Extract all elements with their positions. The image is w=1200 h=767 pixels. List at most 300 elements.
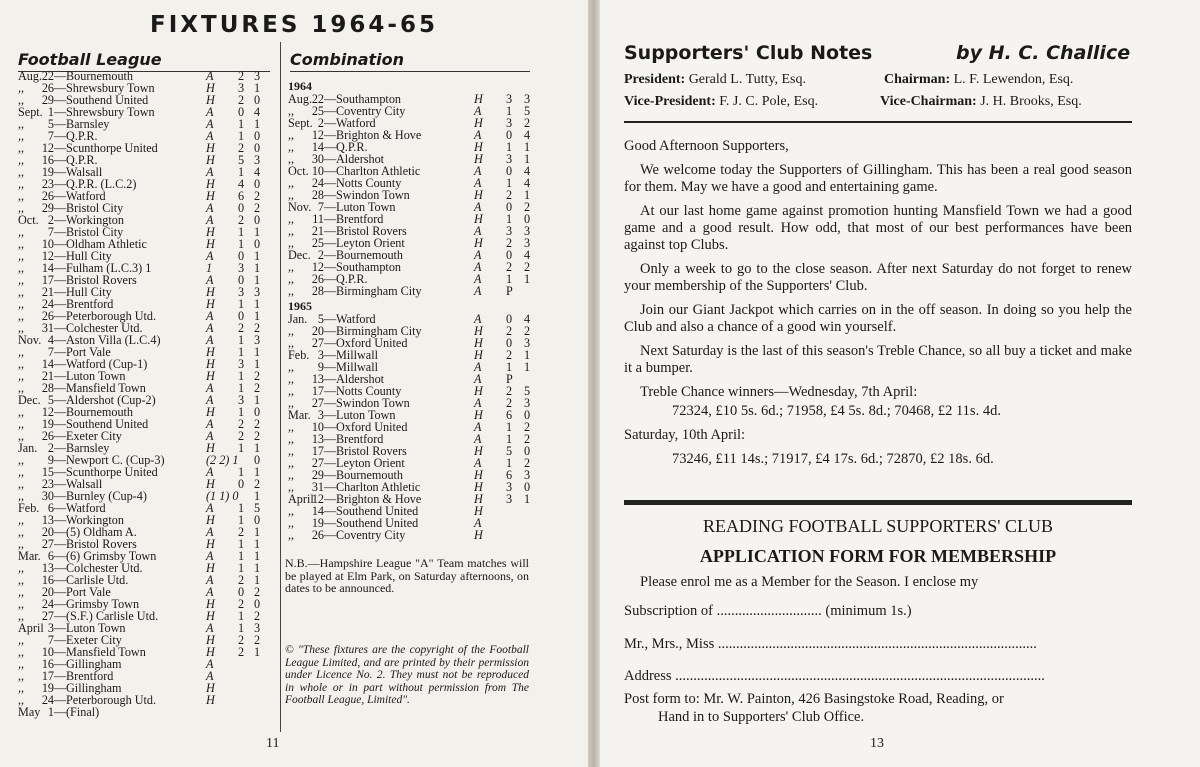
fixture-venue: H — [474, 480, 483, 494]
fixture-opponent: Oxford United — [336, 420, 408, 434]
dash-separator: — — [324, 384, 337, 398]
fixture-score-away: 2 — [254, 381, 261, 395]
fixture-month: ,, — [18, 633, 25, 647]
fixture-day: 7 — [317, 200, 324, 214]
fixture-month: ,, — [288, 528, 295, 542]
fixture-venue: H — [206, 345, 215, 359]
fixture-score-away: 2 — [254, 585, 261, 599]
dash-separator: — — [54, 357, 67, 371]
fixture-day: 4 — [47, 333, 54, 347]
paragraph: Join our Giant Jackpot which carries on in the off season. In doing so you help the Club and also a chance of a good win yourself. — [624, 302, 1132, 335]
fixture-opponent: Fulham (L.C.3) 1 — [66, 261, 152, 275]
fixture-month: ,, — [18, 417, 25, 431]
fixture-day: 26 — [41, 429, 54, 443]
byline: by H. C. Challice — [956, 42, 1131, 64]
fixture-venue: H — [474, 152, 483, 166]
fixture-day: 1 — [47, 705, 54, 719]
fixture-venue: A — [474, 312, 482, 326]
fixture-opponent: Bournemouth — [336, 468, 404, 482]
combination-1965-list — [288, 313, 533, 541]
fixture-opponent: Brentford — [66, 669, 114, 683]
column-divider — [280, 42, 281, 732]
paragraph: Only a week to go to the close season. After next Saturday do not forget to renew your membership of the Supporters' Club. — [624, 261, 1132, 294]
fixture-month: ,, — [18, 681, 25, 695]
fixture-month: ,, — [288, 224, 295, 238]
dash-separator: — — [54, 369, 67, 383]
fixture-venue: H — [474, 408, 483, 422]
fixture-score-away: 1 — [254, 297, 261, 311]
fixture-row — [288, 529, 533, 541]
fixture-score-home: 1 — [238, 561, 245, 575]
dash-separator: — — [324, 224, 337, 238]
dash-separator: — — [324, 92, 337, 106]
fixture-day: 25 — [311, 236, 324, 250]
fixture-venue: A — [206, 201, 214, 215]
fixture-venue: H — [474, 444, 483, 458]
fixture-venue: H — [206, 141, 215, 155]
fixture-day: 6 — [47, 549, 54, 563]
fixture-score-away: 1 — [524, 492, 531, 506]
fixture-venue: A — [474, 284, 482, 298]
dash-separator: — — [324, 420, 337, 434]
fixture-day: 3 — [47, 621, 54, 635]
fixture-score-home: 5 — [238, 153, 245, 167]
fixture-score-away: 3 — [524, 468, 531, 482]
fixture-day: 5 — [47, 117, 54, 131]
name-field[interactable]: Mr., Mrs., Miss ........................................................................................ — [624, 636, 1037, 652]
fixture-score-home: 2 — [238, 525, 245, 539]
fixture-score-home: 1 — [238, 513, 245, 527]
dash-separator: — — [324, 456, 337, 470]
fixture-score-away: 3 — [254, 285, 261, 299]
fixture-opponent: Luton Town — [336, 200, 396, 214]
fixture-score-home: 2 — [506, 260, 513, 274]
fixture-month: ,, — [288, 140, 295, 154]
fixture-day: 13 — [41, 561, 54, 575]
fixture-month: ,, — [18, 309, 25, 323]
fixture-score-home: P — [506, 284, 513, 298]
fixture-venue: A — [206, 381, 214, 395]
fixture-day: 29 — [311, 468, 324, 482]
fixture-opponent: Mansfield Town — [66, 645, 146, 659]
fixture-venue: A — [474, 200, 482, 214]
fixture-opponent: Walsall — [66, 165, 103, 179]
fixture-opponent: Peterborough Utd. — [66, 309, 157, 323]
fixture-score-home: 4 — [238, 177, 245, 191]
fixture-score-home: 0 — [238, 273, 245, 287]
fixture-score-home: 2 — [506, 236, 513, 250]
fixture-opponent: Exeter City — [66, 633, 122, 647]
fixture-score-away: 2 — [254, 201, 261, 215]
fixture-score-away: 1 — [254, 261, 261, 275]
fixture-day: 31 — [311, 480, 324, 494]
dash-separator: — — [54, 285, 67, 299]
dash-separator: — — [54, 393, 67, 407]
fixture-month: ,, — [288, 260, 295, 274]
fixture-opponent: Oxford United — [336, 336, 408, 350]
fixture-month: Mar. — [18, 549, 41, 563]
fixture-day: 1 — [47, 105, 54, 119]
fixture-opponent: Grimsby Town — [66, 597, 140, 611]
dash-separator: — — [54, 249, 67, 263]
chairman-label: Chairman: — [884, 72, 951, 87]
fixture-month: ,, — [18, 177, 25, 191]
fixture-opponent: Swindon Town — [336, 188, 410, 202]
fixture-day: 26 — [311, 528, 324, 542]
dash-separator: — — [324, 140, 337, 154]
fixture-day: 29 — [41, 93, 54, 107]
dash-separator: — — [324, 492, 337, 506]
fixture-opponent: Charlton Athletic — [336, 480, 421, 494]
fixture-score-home: 0 — [238, 585, 245, 599]
fixture-score-home: 2 — [238, 321, 245, 335]
fixture-opponent: Port Vale — [66, 345, 111, 359]
fixture-venue: H — [474, 468, 483, 482]
fixture-score-away: 2 — [524, 432, 531, 446]
fixture-venue: H — [206, 513, 215, 527]
fixture-opponent: Colchester Utd. — [66, 561, 143, 575]
dash-separator: — — [54, 333, 67, 347]
fixture-opponent: Colchester Utd. — [66, 321, 143, 335]
fixture-venue: H — [474, 236, 483, 250]
dash-separator: — — [54, 129, 67, 143]
fixture-venue: A — [206, 465, 214, 479]
page-number: 13 — [870, 736, 884, 751]
fixture-opponent: Watford (Cup-1) — [66, 357, 148, 371]
fixture-opponent: Watford — [336, 312, 376, 326]
fixture-opponent: Notts County — [336, 176, 402, 190]
fixture-score-away: 0 — [524, 444, 531, 458]
paragraph: Next Saturday is the last of this season's Treble Chance, so all buy a ticket and make it a bumper. — [624, 343, 1132, 376]
fixture-day: 17 — [41, 669, 54, 683]
fixture-venue: H — [206, 357, 215, 371]
fixture-month: Dec. — [18, 393, 41, 407]
fixture-venue: H — [206, 153, 215, 167]
fixture-opponent: Southend United — [336, 516, 419, 530]
fixture-day: 21 — [41, 369, 54, 383]
fixture-month: ,, — [18, 369, 25, 383]
fixture-day: 12 — [41, 249, 54, 263]
fixture-venue: A — [474, 396, 482, 410]
dash-separator: — — [54, 297, 67, 311]
dash-separator: — — [54, 549, 67, 563]
fixture-month: ,, — [18, 609, 25, 623]
fixture-day: 16 — [41, 573, 54, 587]
fixture-day: 28 — [311, 188, 324, 202]
fixture-score-away: 3 — [524, 236, 531, 250]
dash-separator: — — [54, 453, 67, 467]
combination-1964-list — [288, 93, 533, 297]
fixture-day: 21 — [311, 224, 324, 238]
fixture-month: Oct. — [18, 213, 39, 227]
address-field[interactable]: Address ...................................................................................................... — [624, 668, 1045, 684]
dash-separator: — — [54, 105, 67, 119]
fixture-score-home: 3 — [506, 152, 513, 166]
chairman-name: L. F. Lewendon, Esq. — [953, 72, 1074, 87]
fixture-opponent: Watford — [66, 189, 106, 203]
fixture-score-away: 1 — [254, 393, 261, 407]
divider — [624, 500, 1132, 505]
fixture-day: 27 — [41, 609, 54, 623]
dash-separator: — — [324, 284, 337, 298]
fixture-venue: A — [206, 393, 214, 407]
fixture-day: 2 — [317, 248, 324, 262]
fixture-score-home: 3 — [238, 285, 245, 299]
fixture-month: ,, — [288, 284, 295, 298]
fixture-month: ,, — [288, 212, 295, 226]
fixture-score-away: 3 — [524, 224, 531, 238]
fixture-venue: A — [206, 525, 214, 539]
dash-separator: — — [54, 213, 67, 227]
fixture-day: 29 — [41, 201, 54, 215]
fixture-venue: A — [206, 585, 214, 599]
dash-separator: — — [54, 441, 67, 455]
fixture-score-away: 0 — [254, 141, 261, 155]
fixture-opponent: Brighton & Hove — [336, 128, 422, 142]
fixture-opponent: Bournemouth — [66, 69, 134, 83]
fixture-day: 2 — [47, 441, 54, 455]
fixture-score-home: 2 — [238, 573, 245, 587]
fixture-opponent: Luton Town — [66, 621, 126, 635]
fixture-day: 26 — [311, 272, 324, 286]
dash-separator: — — [54, 489, 67, 503]
fixture-score-home: 3 — [506, 480, 513, 494]
fixture-day: 23 — [41, 177, 54, 191]
fixture-score-home: 2 — [238, 93, 245, 107]
dash-separator: — — [54, 189, 67, 203]
fixture-day: 2 — [317, 116, 324, 130]
fixture-score-home: 2 — [238, 417, 245, 431]
fixture-score-home: 1 — [238, 537, 245, 551]
officers-line-2 — [624, 94, 818, 110]
fixture-score-home: 1 — [506, 420, 513, 434]
fixture-opponent: Millwall — [336, 348, 378, 362]
fixture-venue: A — [474, 516, 482, 530]
fixture-month: ,, — [18, 165, 25, 179]
fixture-day: 5 — [317, 312, 324, 326]
fixture-venue: A — [206, 573, 214, 587]
fixture-score-home: 1 — [506, 212, 513, 226]
fixture-score-home: 1 — [238, 381, 245, 395]
fixture-month: ,, — [18, 93, 25, 107]
fixture-score-home: 3 — [506, 92, 513, 106]
dash-separator: — — [324, 104, 337, 118]
fixture-opponent: Southend United — [66, 93, 149, 107]
fixture-month: ,, — [288, 372, 295, 386]
fixture-venue: A — [206, 429, 214, 443]
dash-separator: — — [54, 381, 67, 395]
fixture-score-away: 0 — [524, 480, 531, 494]
fixture-month: ,, — [18, 477, 25, 491]
dash-separator: — — [324, 468, 337, 482]
fixture-day: 31 — [41, 321, 54, 335]
fixture-opponent: Birmingham City — [336, 324, 422, 338]
fixture-score-away: 1 — [254, 525, 261, 539]
fixture-opponent: Coventry City — [336, 528, 406, 542]
fixture-opponent: Hull City — [66, 285, 112, 299]
fixture-venue: A — [206, 165, 214, 179]
fixture-venue: H — [206, 93, 215, 107]
fixture-venue: H — [206, 645, 215, 659]
dash-separator: — — [54, 621, 67, 635]
fixture-opponent: Oldham Athletic — [66, 237, 147, 251]
divider — [290, 71, 530, 72]
treble-chance-label: Treble Chance winners—Wednesday, 7th April: — [640, 384, 918, 400]
fixture-opponent: Southend United — [66, 417, 149, 431]
page-number: 11 — [266, 736, 280, 751]
dash-separator: — — [54, 681, 67, 695]
fixture-month: Oct. — [288, 164, 309, 178]
fixture-month: Jan. — [18, 441, 38, 455]
fixture-month: ,, — [18, 141, 25, 155]
fixture-opponent: Gillingham — [66, 681, 122, 695]
fixture-opponent: Brentford — [66, 297, 114, 311]
fixture-day: 7 — [47, 345, 54, 359]
fixture-month: ,, — [18, 285, 25, 299]
fixture-score-away: 2 — [524, 260, 531, 274]
fixture-score-home: 2 — [238, 633, 245, 647]
form-title: APPLICATION FORM FOR MEMBERSHIP — [699, 546, 1057, 566]
fixture-day: 27 — [41, 537, 54, 551]
fixture-day: 20 — [311, 324, 324, 338]
fixture-opponent: Aston Villa (L.C.4) — [66, 333, 161, 347]
fixture-score-away: 1 — [254, 225, 261, 239]
fixture-score-home: 3 — [238, 393, 245, 407]
fixture-score-home: 2 — [238, 69, 245, 83]
dash-separator: — — [54, 513, 67, 527]
fixture-score-away: 2 — [254, 429, 261, 443]
fixture-day: 19 — [311, 516, 324, 530]
fixture-venue: A — [474, 176, 482, 190]
fixture-month: ,, — [18, 129, 25, 143]
fixture-venue: H — [474, 140, 483, 154]
combination-heading: Combination — [290, 50, 405, 69]
fixture-score-home: 5 — [506, 444, 513, 458]
fixture-score-home: 0 — [506, 200, 513, 214]
fixture-opponent: Workington — [66, 213, 124, 227]
fixture-day: 17 — [311, 444, 324, 458]
fixture-venue: A — [206, 309, 214, 323]
fixture-score-home: 2 — [238, 645, 245, 659]
fixture-score-home: 2 — [506, 396, 513, 410]
fixture-day: 7 — [47, 129, 54, 143]
fixture-day: 12 — [311, 128, 324, 142]
fixture-venue: A — [206, 321, 214, 335]
fixture-score-away: 1 — [254, 357, 261, 371]
supporters-club-page — [600, 0, 1200, 767]
fixture-score-home: 3 — [506, 116, 513, 130]
fixture-month: May — [18, 705, 41, 719]
dash-separator: — — [54, 573, 67, 587]
fixture-day: 19 — [41, 681, 54, 695]
fixture-score-home: 3 — [506, 224, 513, 238]
dash-separator: — — [54, 345, 67, 359]
fixture-month: ,, — [18, 405, 25, 419]
fixture-month: ,, — [18, 465, 25, 479]
fixture-month: Mar. — [288, 408, 311, 422]
paragraph: At our last home game against promotion hunting Mansfield Town we had a good game and a good result. How odd, that most of our best performances have been against top Clubs. — [624, 203, 1132, 253]
fixture-day: 9 — [47, 453, 54, 467]
fixture-score-home: 1 — [238, 333, 245, 347]
fixture-score-away: 2 — [254, 633, 261, 647]
fixture-score-away: 2 — [524, 420, 531, 434]
fixture-day: 7 — [47, 225, 54, 239]
fixture-month: ,, — [288, 504, 295, 518]
fixture-month: ,, — [18, 357, 25, 371]
vice-president-label: Vice-President: — [624, 94, 716, 109]
fixture-opponent: (S.F.) Carlisle Utd. — [66, 609, 159, 623]
fixture-month: Dec. — [288, 248, 311, 262]
subscription-field[interactable]: Subscription of ............................. (minimum 1s.) — [624, 603, 912, 619]
fixture-venue: H — [474, 188, 483, 202]
fixture-opponent: Notts County — [336, 384, 402, 398]
fixture-score-home: 1 — [238, 441, 245, 455]
dash-separator: — — [54, 693, 67, 707]
fixture-venue: A — [474, 224, 482, 238]
fixture-venue: H — [206, 405, 215, 419]
fixture-score-away: 1 — [254, 465, 261, 479]
dash-separator: — — [54, 465, 67, 479]
treble-chance-results: 72324, £10 5s. 6d.; 71958, £4 5s. 8d.; 70468, £2 11s. 4d. — [672, 403, 1001, 419]
dash-separator: — — [54, 225, 67, 239]
fixture-venue: H — [206, 189, 215, 203]
dash-separator: — — [54, 705, 67, 719]
fixture-venue: A — [206, 549, 214, 563]
fixture-day: 14 — [41, 261, 54, 275]
fixture-score-home: 6 — [238, 189, 245, 203]
dash-separator: — — [324, 176, 337, 190]
fixture-day: 14 — [311, 504, 324, 518]
dash-separator: — — [324, 444, 337, 458]
fixture-score-home: 1 — [238, 465, 245, 479]
divider — [624, 121, 1132, 123]
fixture-opponent: Barnsley — [66, 441, 110, 455]
fixture-venue: H — [474, 492, 483, 506]
fixture-score-home: 0 — [238, 249, 245, 263]
fixture-opponent: Shrewsbury Town — [66, 105, 155, 119]
fixture-month: ,, — [18, 225, 25, 239]
fixture-month: ,, — [18, 345, 25, 359]
fixture-score-away: 1 — [254, 273, 261, 287]
fixture-score-home: 6 — [506, 468, 513, 482]
fixture-score-away: 1 — [254, 345, 261, 359]
fixture-month: ,, — [18, 453, 25, 467]
form-enrol-text: Please enrol me as a Member for the Season. I enclose my — [640, 574, 979, 590]
fixture-month: ,, — [288, 432, 295, 446]
fixture-day: 14 — [41, 357, 54, 371]
fixture-month: ,, — [288, 236, 295, 250]
fixture-month: ,, — [18, 537, 25, 551]
fixture-score-away: 4 — [254, 105, 261, 119]
fixture-score-home: 0 — [238, 105, 245, 119]
dash-separator: — — [54, 669, 67, 683]
vice-president-name: F. J. C. Pole, Esq. — [719, 94, 819, 109]
dash-separator: — — [54, 585, 67, 599]
dash-separator: — — [54, 405, 67, 419]
fixture-score-home: 1 — [238, 501, 245, 515]
fixture-venue: H — [206, 693, 215, 707]
dash-separator: — — [54, 633, 67, 647]
fixture-day: 27 — [311, 396, 324, 410]
fixture-month: ,, — [18, 81, 25, 95]
fixture-score-away: 1 — [524, 152, 531, 166]
fixture-score-home: 1 — [238, 369, 245, 383]
fixture-venue: A — [206, 501, 214, 515]
fixture-day: 28 — [41, 381, 54, 395]
fixture-score-away: 2 — [524, 324, 531, 338]
fixture-score-away: 2 — [254, 609, 261, 623]
fixture-day: 21 — [41, 285, 54, 299]
